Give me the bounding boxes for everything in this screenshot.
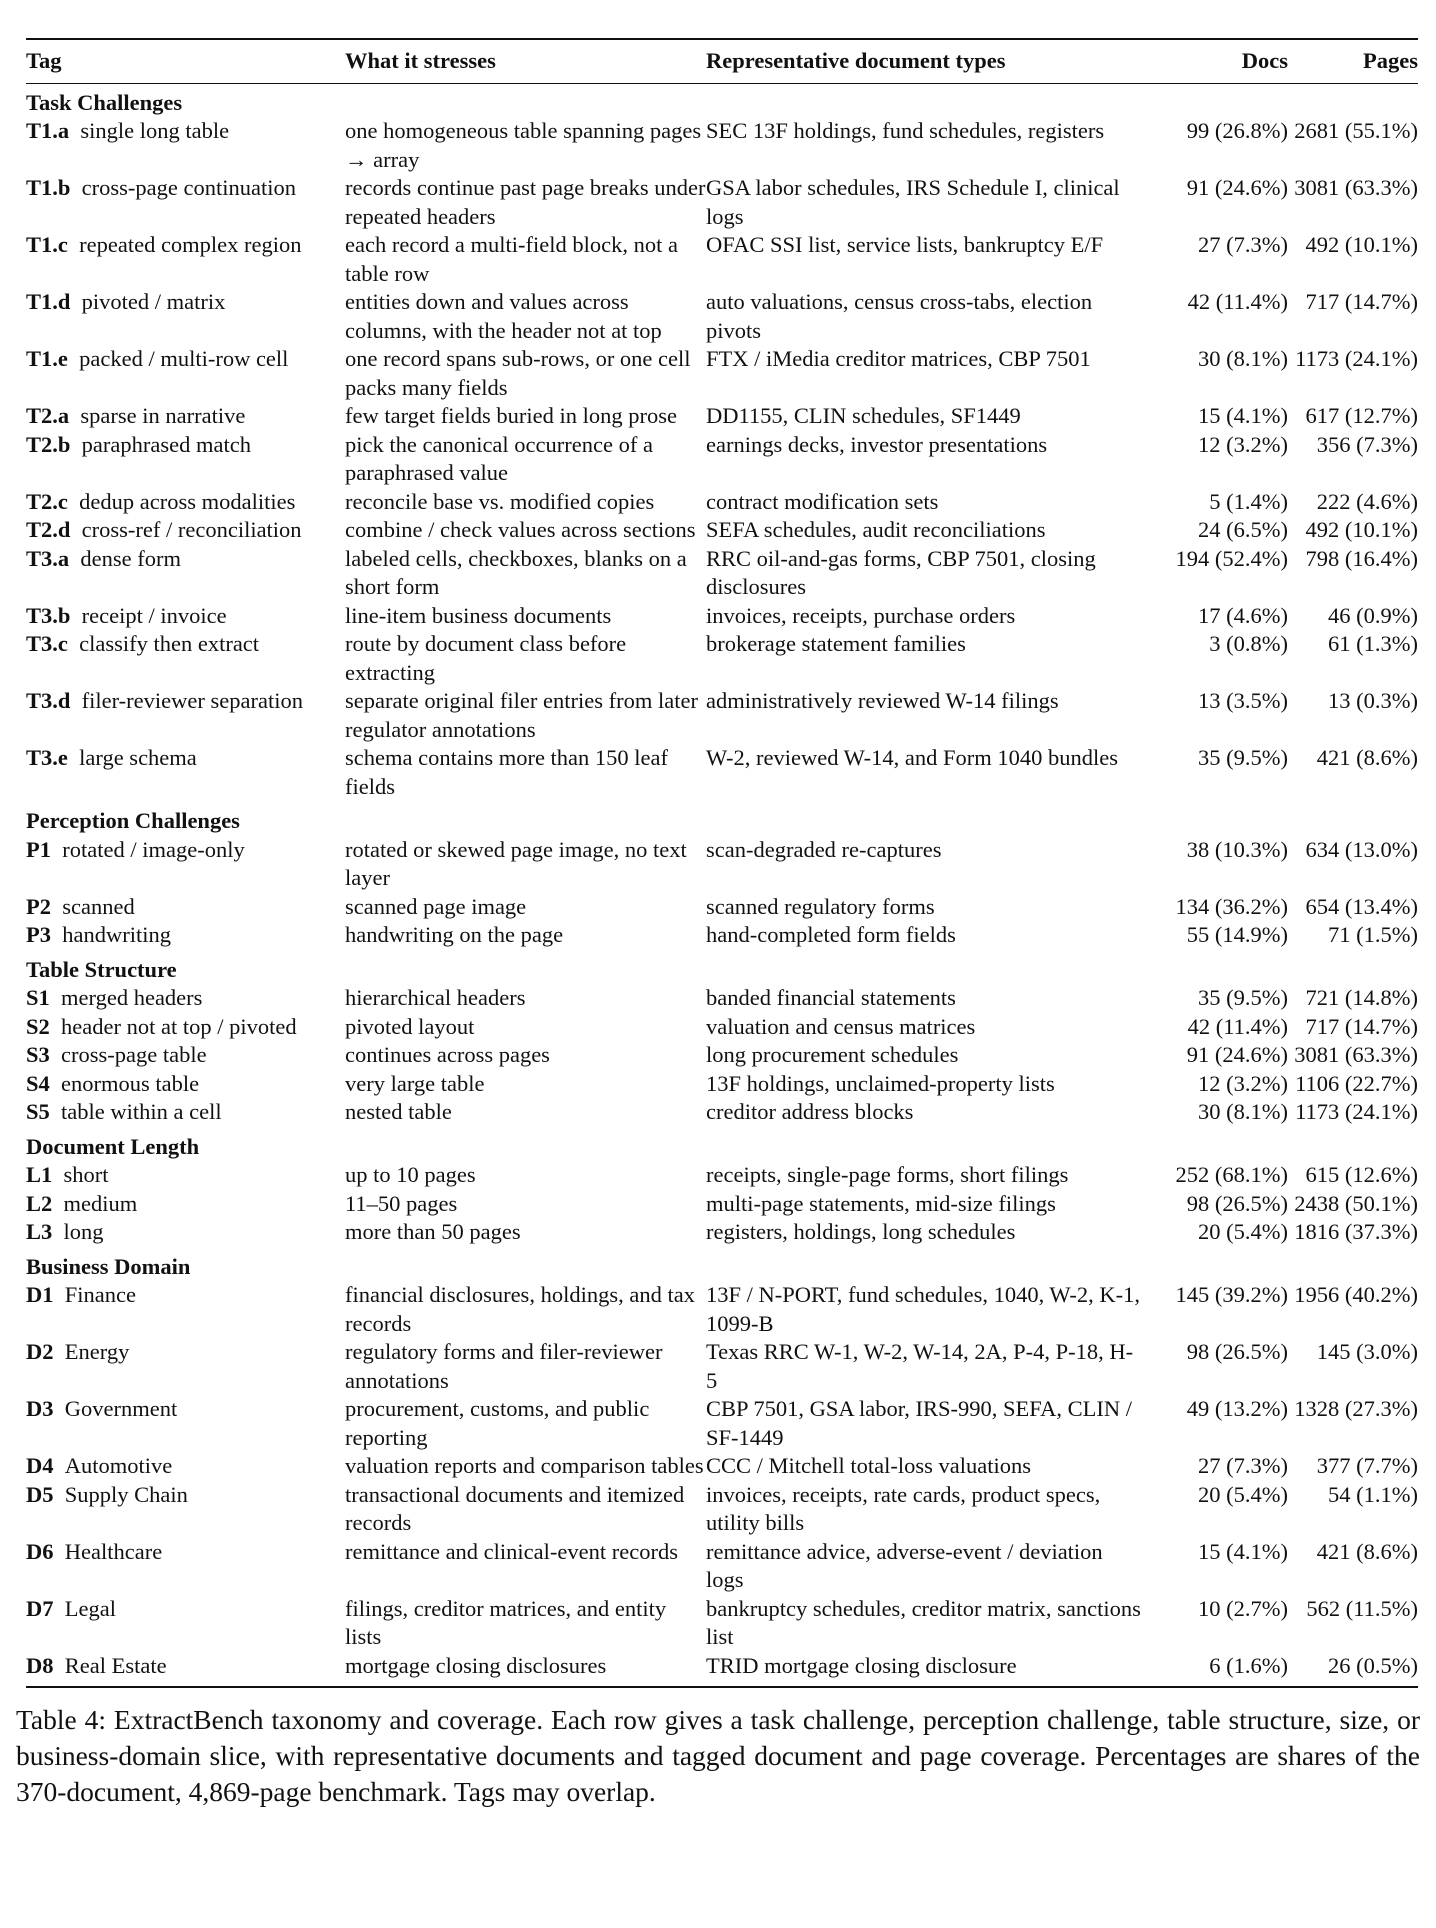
tag-name: Automotive: [64, 1453, 173, 1478]
document-types-cell: GSA labor schedules, IRS Schedule I, clinical logs: [706, 175, 1120, 229]
tag-cell: [26, 1652, 345, 1685]
column-header-pages: Pages: [1288, 39, 1418, 83]
pages-cell: 1328 (27.3%): [1294, 1396, 1418, 1421]
docs-cell: 12 (3.2%): [1198, 431, 1288, 457]
pages-cell: 222 (4.6%): [1316, 488, 1418, 514]
pages-cell: 3081 (63.3%): [1294, 1042, 1418, 1067]
tag-cell: [26, 836, 345, 893]
tag-cell: [26, 1098, 345, 1127]
tag-code: S1: [26, 985, 50, 1010]
stresses-cell: schema contains more than 150 leaf fields: [345, 745, 669, 799]
tag-code: L3: [26, 1219, 53, 1244]
tag-name: long: [63, 1219, 104, 1244]
stresses-cell: procurement, customs, and public reporting: [345, 1396, 650, 1450]
stresses-cell: separate original filer entries from later regulator annotations: [345, 688, 698, 742]
tag-cell: [26, 1281, 345, 1338]
stresses-cell: regulatory forms and filer-reviewer annotations: [345, 1339, 663, 1393]
stresses-cell: nested table: [345, 1099, 452, 1124]
table-row: [26, 984, 1418, 1013]
stresses-cell: scanned page image: [345, 893, 527, 919]
docs-cell: 5 (1.4%): [1209, 488, 1288, 514]
docs-cell: 55 (14.9%): [1186, 922, 1288, 947]
stresses-cell: pick the canonical occurrence of a paraphrased value: [345, 431, 653, 485]
stresses-cell: labeled cells, checkboxes, blanks on a short form: [345, 545, 687, 599]
tag-name: single long table: [80, 118, 230, 143]
section-title: Task Challenges: [26, 89, 183, 115]
table-row: [26, 1190, 1418, 1219]
tag-cell: [26, 687, 345, 744]
section-title: Table Structure: [26, 956, 177, 982]
table-row: [26, 1218, 1418, 1247]
document-types-cell: earnings decks, investor presentations: [706, 431, 1048, 457]
table-row: [26, 1013, 1418, 1042]
tag-name: cross-page table: [61, 1042, 207, 1067]
document-types-cell: banded financial statements: [706, 985, 956, 1010]
stresses-cell: each record a multi-field block, not a table row: [345, 232, 678, 286]
tag-cell: [26, 288, 345, 345]
docs-cell: 15 (4.1%): [1198, 1538, 1288, 1564]
stresses-cell: up to 10 pages: [345, 1162, 476, 1187]
pages-cell: 562 (11.5%): [1306, 1595, 1418, 1621]
pages-cell: 71 (1.5%): [1328, 922, 1418, 947]
stresses-cell: reconcile base vs. modified copies: [345, 488, 655, 514]
stresses-cell: pivoted layout: [345, 1013, 475, 1039]
document-types-cell: OFAC SSI list, service lists, bankruptcy E/F: [706, 232, 1104, 257]
document-types-cell: registers, holdings, long schedules: [706, 1219, 1016, 1244]
tag-code: D1: [26, 1282, 54, 1307]
table-row: [26, 431, 1418, 488]
tag-code: T2.a: [26, 403, 70, 428]
tag-name: Energy: [64, 1339, 130, 1364]
pages-cell: 145 (3.0%): [1316, 1339, 1418, 1364]
table-row: [26, 630, 1418, 687]
tag-cell: [26, 1595, 345, 1652]
column-header-docs: Docs: [1143, 39, 1288, 83]
tag-name: cross-page continuation: [81, 175, 296, 200]
table-row: [26, 1395, 1418, 1452]
pages-cell: 3081 (63.3%): [1294, 175, 1418, 200]
tag-cell: [26, 488, 345, 517]
tag-code: P2: [26, 893, 51, 919]
docs-cell: 20 (5.4%): [1198, 1481, 1288, 1507]
tag-name: Real Estate: [64, 1652, 167, 1678]
tag-name: Healthcare: [64, 1538, 163, 1564]
tag-name: scanned: [62, 893, 135, 919]
tag-code: T1.c: [26, 232, 68, 257]
pages-cell: 421 (8.6%): [1316, 1538, 1418, 1564]
tag-cell: [26, 630, 345, 687]
document-types-cell: invoices, receipts, purchase orders: [706, 602, 1016, 628]
table-row: [26, 488, 1418, 517]
table-header-row: [26, 39, 1418, 83]
pages-cell: 721 (14.8%): [1305, 985, 1418, 1010]
table-row: [26, 516, 1418, 545]
tag-cell: [26, 1395, 345, 1452]
tag-cell: [26, 1452, 345, 1481]
document-types-cell: W-2, reviewed W-14, and Form 1040 bundles: [706, 745, 1119, 770]
tag-name: handwriting: [62, 922, 171, 947]
tag-code: S5: [26, 1099, 50, 1124]
table-row: [26, 402, 1418, 431]
document-types-cell: long procurement schedules: [706, 1042, 959, 1067]
docs-cell: 38 (10.3%): [1186, 836, 1288, 862]
docs-cell: 27 (7.3%): [1198, 232, 1288, 257]
tag-code: T2.d: [26, 517, 71, 542]
tag-cell: [26, 984, 345, 1013]
docs-cell: 252 (68.1%): [1175, 1162, 1288, 1187]
tag-cell: [26, 1190, 345, 1219]
tag-code: D6: [26, 1538, 54, 1564]
pages-cell: 617 (12.7%): [1305, 403, 1418, 428]
document-types-cell: multi-page statements, mid-size filings: [706, 1190, 1056, 1216]
pages-cell: 13 (0.3%): [1328, 688, 1418, 713]
table-row: [26, 921, 1418, 950]
table-row: [26, 117, 1418, 174]
stresses-cell: rotated or skewed page image, no text layer: [345, 836, 687, 890]
pages-cell: 1816 (37.3%): [1294, 1219, 1418, 1244]
tag-code: T3.e: [26, 745, 68, 770]
tag-name: short: [63, 1162, 109, 1187]
stresses-cell: combine / check values across sections: [345, 517, 696, 542]
table-caption: Table 4: ExtractBench taxonomy and coverage. Each row gives a task challenge, perception challenge, table structure, size, or business-domain slice, with representative documents and tagged document and page coverage. Percentages are shares of the 370-document, 4,869-page benchmark. Tags may overlap.: [16, 1704, 1420, 1807]
table-row: [26, 1281, 1418, 1338]
tag-cell: [26, 744, 345, 801]
table-row: [26, 1338, 1418, 1395]
table-row: [26, 288, 1418, 345]
stresses-cell: continues across pages: [345, 1042, 550, 1067]
tag-code: P3: [26, 922, 51, 947]
document-types-cell: invoices, receipts, rate cards, product specs, utility bills: [706, 1481, 1101, 1535]
tag-cell: [26, 1041, 345, 1070]
tag-code: S2: [26, 1013, 50, 1039]
pages-cell: 798 (16.4%): [1305, 545, 1418, 571]
tag-code: P1: [26, 836, 51, 862]
table-row: [26, 836, 1418, 893]
document-types-cell: bankruptcy schedules, creditor matrix, sanctions list: [706, 1595, 1141, 1649]
section-title: Business Domain: [26, 1253, 191, 1279]
table-bottom-rule: [26, 1686, 1418, 1688]
taxonomy-table: [26, 38, 1418, 1684]
tag-name: merged headers: [61, 985, 203, 1010]
docs-cell: 42 (11.4%): [1187, 289, 1288, 314]
tag-code: T3.d: [26, 688, 71, 713]
table-row: [26, 1538, 1418, 1595]
tag-name: pivoted / matrix: [81, 289, 226, 314]
tag-code: L1: [26, 1162, 53, 1187]
table-row: [26, 1652, 1418, 1685]
tag-cell: [26, 921, 345, 950]
tag-cell: [26, 174, 345, 231]
document-types-cell: auto valuations, census cross-tabs, election pivots: [706, 289, 1093, 343]
document-types-cell: RRC oil-and-gas forms, CBP 7501, closing disclosures: [706, 545, 1096, 599]
table-row: [26, 1041, 1418, 1070]
column-header-document-types: Representative document types: [706, 39, 1143, 83]
tag-cell: [26, 402, 345, 431]
tag-name: receipt / invoice: [81, 602, 227, 628]
docs-cell: 91 (24.6%): [1186, 175, 1288, 200]
stresses-cell: remittance and clinical-event records: [345, 1538, 678, 1564]
stresses-cell: few target fields buried in long prose: [345, 403, 677, 428]
table-row: [26, 1481, 1418, 1538]
docs-cell: 98 (26.5%): [1186, 1190, 1288, 1216]
docs-cell: 145 (39.2%): [1175, 1282, 1288, 1307]
document-types-cell: valuation and census matrices: [706, 1013, 976, 1039]
document-types-cell: TRID mortgage closing disclosure: [706, 1652, 1017, 1678]
docs-cell: 3 (0.8%): [1209, 631, 1288, 656]
section-row: [26, 950, 1418, 985]
docs-cell: 49 (13.2%): [1186, 1396, 1288, 1421]
pages-cell: 46 (0.9%): [1328, 602, 1418, 628]
tag-name: dedup across modalities: [79, 488, 296, 514]
tag-code: T3.c: [26, 631, 68, 656]
pages-cell: 421 (8.6%): [1316, 745, 1418, 770]
tag-cell: [26, 516, 345, 545]
tag-code: T2.b: [26, 431, 71, 457]
docs-cell: 13 (3.5%): [1198, 688, 1288, 713]
tag-cell: [26, 1481, 345, 1538]
tag-cell: [26, 893, 345, 922]
section-row: [26, 801, 1418, 836]
docs-cell: 15 (4.1%): [1198, 403, 1288, 428]
tag-code: S4: [26, 1070, 50, 1096]
pages-cell: 1173 (24.1%): [1295, 346, 1418, 371]
document-types-cell: CCC / Mitchell total-loss valuations: [706, 1453, 1031, 1478]
section-title: Perception Challenges: [26, 808, 240, 833]
stresses-cell: transactional documents and itemized records: [345, 1481, 685, 1535]
pages-cell: 654 (13.4%): [1305, 893, 1418, 919]
tag-name: paraphrased match: [81, 431, 251, 457]
pages-cell: 356 (7.3%): [1316, 431, 1418, 457]
docs-cell: 30 (8.1%): [1198, 346, 1288, 371]
document-types-cell: DD1155, CLIN schedules, SF1449: [706, 403, 1021, 428]
docs-cell: 91 (24.6%): [1186, 1042, 1288, 1067]
tag-name: sparse in narrative: [80, 403, 246, 428]
document-types-cell: scanned regulatory forms: [706, 893, 935, 919]
column-header-stresses: What it stresses: [345, 39, 706, 83]
docs-cell: 17 (4.6%): [1198, 602, 1288, 628]
table-row: [26, 602, 1418, 631]
tag-code: D4: [26, 1453, 54, 1478]
document-types-cell: 13F / N-PORT, fund schedules, 1040, W-2, K-1, 1099-B: [706, 1282, 1141, 1336]
tag-name: classify then extract: [79, 631, 260, 656]
tag-cell: [26, 231, 345, 288]
table-row: [26, 231, 1418, 288]
document-types-cell: Texas RRC W-1, W-2, W-14, 2A, P-4, P-18, H-5: [706, 1339, 1134, 1393]
tag-name: repeated complex region: [79, 232, 302, 257]
tag-code: T1.d: [26, 289, 71, 314]
docs-cell: 30 (8.1%): [1198, 1099, 1288, 1124]
stresses-cell: records continue past page breaks under repeated headers: [345, 175, 706, 229]
docs-cell: 12 (3.2%): [1198, 1070, 1288, 1096]
pages-cell: 492 (10.1%): [1305, 232, 1418, 257]
column-header-tag: Tag: [26, 39, 345, 83]
stresses-cell: 11–50 pages: [345, 1190, 458, 1216]
docs-cell: 35 (9.5%): [1198, 745, 1288, 770]
docs-cell: 194 (52.4%): [1175, 545, 1288, 571]
tag-name: enormous table: [61, 1070, 200, 1096]
tag-name: large schema: [79, 745, 197, 770]
document-types-cell: administratively reviewed W-14 filings: [706, 688, 1059, 713]
document-types-cell: scan-degraded re-captures: [706, 836, 942, 862]
stresses-cell: one homogeneous table spanning pages → array: [345, 118, 702, 172]
tag-code: D8: [26, 1652, 54, 1678]
table-row: [26, 687, 1418, 744]
document-types-cell: brokerage statement families: [706, 631, 966, 656]
tag-code: T3.b: [26, 602, 71, 628]
tag-code: T1.b: [26, 175, 71, 200]
tag-name: medium: [63, 1190, 138, 1216]
pages-cell: 717 (14.7%): [1305, 289, 1418, 314]
stresses-cell: mortgage closing disclosures: [345, 1652, 607, 1678]
pages-cell: 2438 (50.1%): [1294, 1190, 1418, 1216]
tag-code: T2.c: [26, 488, 68, 514]
pages-cell: 1956 (40.2%): [1294, 1282, 1418, 1307]
tag-name: Legal: [64, 1595, 116, 1621]
tag-name: cross-ref / reconciliation: [81, 517, 302, 542]
pages-cell: 2681 (55.1%): [1294, 118, 1418, 143]
tag-code: D5: [26, 1481, 54, 1507]
stresses-cell: one record spans sub-rows, or one cell packs many fields: [345, 346, 691, 400]
tag-name: Government: [64, 1396, 178, 1421]
tag-name: dense form: [80, 545, 181, 571]
docs-cell: 42 (11.4%): [1187, 1013, 1288, 1039]
tag-name: packed / multi-row cell: [79, 346, 289, 371]
pages-cell: 492 (10.1%): [1305, 517, 1418, 542]
table-body: [26, 83, 1418, 1684]
docs-cell: 10 (2.7%): [1198, 1595, 1288, 1621]
stresses-cell: entities down and values across columns, with the header not at top: [345, 289, 662, 343]
tag-cell: [26, 1338, 345, 1395]
tag-code: L2: [26, 1190, 53, 1216]
tag-cell: [26, 1218, 345, 1247]
docs-cell: 6 (1.6%): [1209, 1652, 1288, 1678]
table-row: [26, 1452, 1418, 1481]
docs-cell: 99 (26.8%): [1186, 118, 1288, 143]
tag-name: header not at top / pivoted: [61, 1013, 297, 1039]
tag-code: D2: [26, 1339, 54, 1364]
pages-cell: 1106 (22.7%): [1295, 1070, 1418, 1096]
document-types-cell: receipts, single-page forms, short filings: [706, 1162, 1069, 1187]
tag-cell: [26, 1070, 345, 1099]
document-types-cell: SEC 13F holdings, fund schedules, registers: [706, 118, 1105, 143]
table-row: [26, 744, 1418, 801]
table-row: [26, 1070, 1418, 1099]
stresses-cell: valuation reports and comparison tables: [345, 1453, 704, 1478]
section-row: [26, 1127, 1418, 1162]
table-row: [26, 893, 1418, 922]
tag-cell: [26, 1161, 345, 1190]
stresses-cell: filings, creditor matrices, and entity lists: [345, 1595, 667, 1649]
pages-cell: 634 (13.0%): [1305, 836, 1418, 862]
tag-cell: [26, 1013, 345, 1042]
docs-cell: 35 (9.5%): [1198, 985, 1288, 1010]
document-types-cell: CBP 7501, GSA labor, IRS-990, SEFA, CLIN / SF-1449: [706, 1396, 1133, 1450]
pages-cell: 717 (14.7%): [1305, 1013, 1418, 1039]
section-title: Document Length: [26, 1133, 200, 1159]
table-row: [26, 1595, 1418, 1652]
pages-cell: 1173 (24.1%): [1295, 1099, 1418, 1124]
document-types-cell: 13F holdings, unclaimed-property lists: [706, 1070, 1055, 1096]
tag-name: Finance: [64, 1282, 136, 1307]
document-types-cell: FTX / iMedia creditor matrices, CBP 7501: [706, 346, 1091, 371]
tag-name: Supply Chain: [64, 1481, 188, 1507]
stresses-cell: more than 50 pages: [345, 1219, 521, 1244]
document-types-cell: SEFA schedules, audit reconciliations: [706, 517, 1046, 542]
pages-cell: 61 (1.3%): [1328, 631, 1418, 656]
tag-cell: [26, 602, 345, 631]
tag-code: S3: [26, 1042, 50, 1067]
stresses-cell: handwriting on the page: [345, 922, 564, 947]
stresses-cell: financial disclosures, holdings, and tax records: [345, 1282, 695, 1336]
tag-code: T3.a: [26, 545, 70, 571]
stresses-cell: route by document class before extracting: [345, 631, 627, 685]
docs-cell: 20 (5.4%): [1198, 1219, 1288, 1244]
section-row: [26, 1247, 1418, 1282]
pages-cell: 377 (7.7%): [1316, 1453, 1418, 1478]
table-row: [26, 174, 1418, 231]
docs-cell: 24 (6.5%): [1198, 517, 1288, 542]
stresses-cell: hierarchical headers: [345, 985, 526, 1010]
tag-cell: [26, 117, 345, 174]
pages-cell: 26 (0.5%): [1328, 1652, 1418, 1678]
tag-cell: [26, 545, 345, 602]
tag-cell: [26, 345, 345, 402]
pages-cell: 615 (12.6%): [1305, 1162, 1418, 1187]
tag-name: table within a cell: [61, 1099, 222, 1124]
stresses-cell: very large table: [345, 1070, 485, 1096]
document-types-cell: contract modification sets: [706, 488, 939, 514]
tag-code: D7: [26, 1595, 54, 1621]
table-row: [26, 345, 1418, 402]
pages-cell: 54 (1.1%): [1328, 1481, 1418, 1507]
tag-name: filer-reviewer separation: [81, 688, 303, 713]
section-row: [26, 83, 1418, 117]
tag-code: T1.e: [26, 346, 68, 371]
docs-cell: 98 (26.5%): [1186, 1339, 1288, 1364]
document-types-cell: creditor address blocks: [706, 1099, 914, 1124]
document-types-cell: remittance advice, adverse-event / deviation logs: [706, 1538, 1103, 1592]
tag-name: rotated / image-only: [62, 836, 245, 862]
tag-cell: [26, 1538, 345, 1595]
document-types-cell: hand-completed form fields: [706, 922, 956, 947]
table-row: [26, 1161, 1418, 1190]
table-row: [26, 545, 1418, 602]
docs-cell: 27 (7.3%): [1198, 1453, 1288, 1478]
tag-cell: [26, 431, 345, 488]
table-row: [26, 1098, 1418, 1127]
tag-code: T1.a: [26, 118, 70, 143]
docs-cell: 134 (36.2%): [1175, 893, 1288, 919]
stresses-cell: line-item business documents: [345, 602, 612, 628]
tag-code: D3: [26, 1396, 54, 1421]
